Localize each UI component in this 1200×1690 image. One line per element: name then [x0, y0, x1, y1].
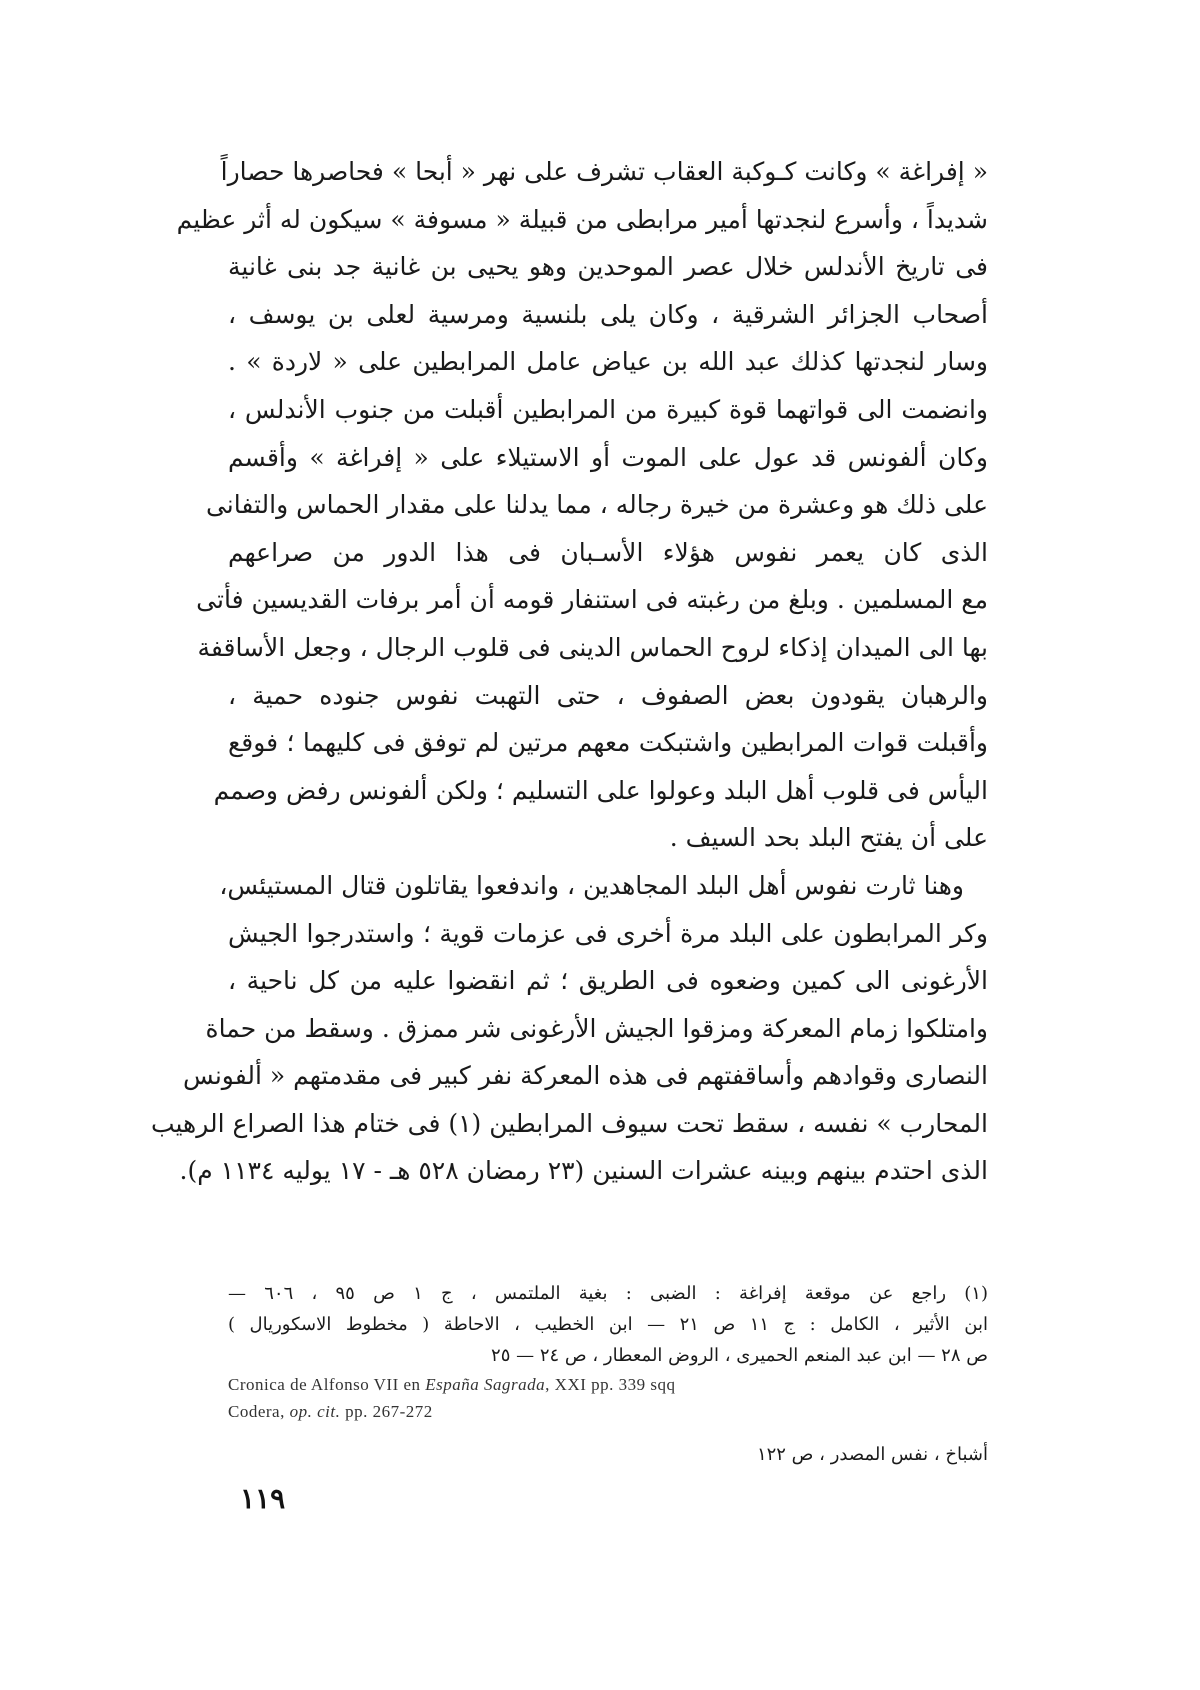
page-number: ١١٩ [240, 1482, 286, 1515]
text-line: وكان ألفونس قد عول على الموت أو الاستيلاء على « إفراغة » وأقسم [228, 442, 988, 472]
text-line: على أن يفتح البلد بحد السيف . [669, 823, 988, 853]
text-line: وكر المرابطون على البلد مرة أخرى فى عزمات قوية ؛ واستدرجوا الجيش [228, 918, 988, 948]
footnote-line: (١) راجع عن موقعة إفراغة : الضبى : بغية الملتمس ، ج ١ ص ٩٥ ، ٦٠٦ — [228, 1283, 988, 1304]
footnote-line: ابن الأثير ، الكامل : ج ١١ ص ٢١ — ابن الخطيب ، الاحاطة ( مخطوط الاسكوريال ) [228, 1314, 988, 1335]
footnote-latin-line [228, 1371, 988, 1398]
text-line: على ذلك هو وعشرة من خيرة رجاله ، مما يدلنا على مقدار الحماس والتفانى [205, 490, 988, 520]
text-line: الذى احتدم بينهم وبينه عشرات السنين (٢٣ رمضان ٥٢٨ هـ - ١٧ يوليه ١١٣٤ م). [179, 1156, 988, 1186]
footnote-latin-text: Codera, [228, 1402, 290, 1421]
footnote-latin-text: , XXI pp. 339 sqq [545, 1375, 676, 1394]
text-line: أصحاب الجزائر الشرقية ، وكان يلى بلنسية ومرسية لعلى بن يوسف ، [228, 299, 988, 329]
footnote-latin-title: España Sagrada [425, 1375, 546, 1394]
text-line: النصارى وقوادهم وأساقفتهم فى هذه المعركة نفر كبير فى مقدمتهم « ألفونس [182, 1061, 988, 1091]
text-line: وامتلكوا زمام المعركة ومزقوا الجيش الأرغونى شر ممزق . وسقط من حماة [205, 1013, 988, 1043]
text-line: الأرغونى الى كمين وضعوه فى الطريق ؛ ثم انقضوا عليه من كل ناحية ، [228, 966, 988, 996]
paragraph-2 [150, 862, 988, 1195]
footnote-line: ص ٢٨ — ابن عبد المنعم الحميرى ، الروض المعطار ، ص ٢٤ — ٢٥ [491, 1345, 988, 1366]
text-line: اليأس فى قلوب أهل البلد وعولوا على التسليم ؛ ولكن ألفونس رفض وصمم [213, 775, 988, 805]
text-line: بها الى الميدان إذكاء لروح الحماس الدينى فى قلوب الرجال ، وجعل الأساقفة [197, 632, 988, 662]
text-line: الذى كان يعمر نفوس هؤلاء الأسـبان فى هذا الدور من صراعهم [228, 537, 988, 567]
footnote-latin-title: op. cit. [289, 1402, 341, 1421]
text-line: والرهبان يقودون بعض الصفوف ، حتى التهبت نفوس جنوده حمية ، [228, 680, 988, 710]
text-line: وانضمت الى قواتهما قوة كبيرة من المرابطين أقبلت من جنوب الأندلس ، [228, 394, 988, 424]
footnote-line: أشباخ ، نفس المصدر ، ص ١٢٢ [756, 1444, 988, 1465]
paragraph-1 [176, 148, 988, 862]
text-line: شديداً ، وأسرع لنجدتها أمير مرابطى من قبيلة « مسوفة » سيكون له أثر عظيم [176, 204, 988, 234]
text-line: فى تاريخ الأندلس خلال عصر الموحدين وهو يحيى بن غانية جد بنى غانية [228, 252, 988, 282]
text-line: وأقبلت قوات المرابطين واشتبكت معهم مرتين لم توفق فى كليهما ؛ فوقع [228, 728, 988, 758]
footnote-spacer [228, 1425, 988, 1439]
text-line: المحارب » نفسه ، سقط تحت سيوف المرابطين (١) فى ختام هذا الصراع الرهيب [150, 1108, 988, 1138]
text-line: وهنا ثارت نفوس أهل البلد المجاهدين ، واندفعوا يقاتلون قتال المستيئس، [219, 870, 964, 900]
text-line: وسار لنجدتها كذلك عبد الله بن عياض عامل المرابطين على « لاردة » . [228, 347, 988, 377]
footnote-latin-text: pp. 267-272 [340, 1402, 433, 1421]
main-text [150, 148, 988, 1195]
footnote-latin-line [228, 1398, 988, 1425]
footnote-latin-text: Cronica de Alfonso VII en [228, 1375, 426, 1394]
footnotes [228, 1278, 988, 1470]
text-line: « إفراغة » وكانت كـوكبة العقاب تشرف على نهر « أبحا » فحاصرها حصاراً [220, 157, 988, 186]
text-line: مع المسلمين . وبلغ من رغبته فى استنفار قومه أن أمر برفات القديسين فأتى [196, 585, 988, 615]
